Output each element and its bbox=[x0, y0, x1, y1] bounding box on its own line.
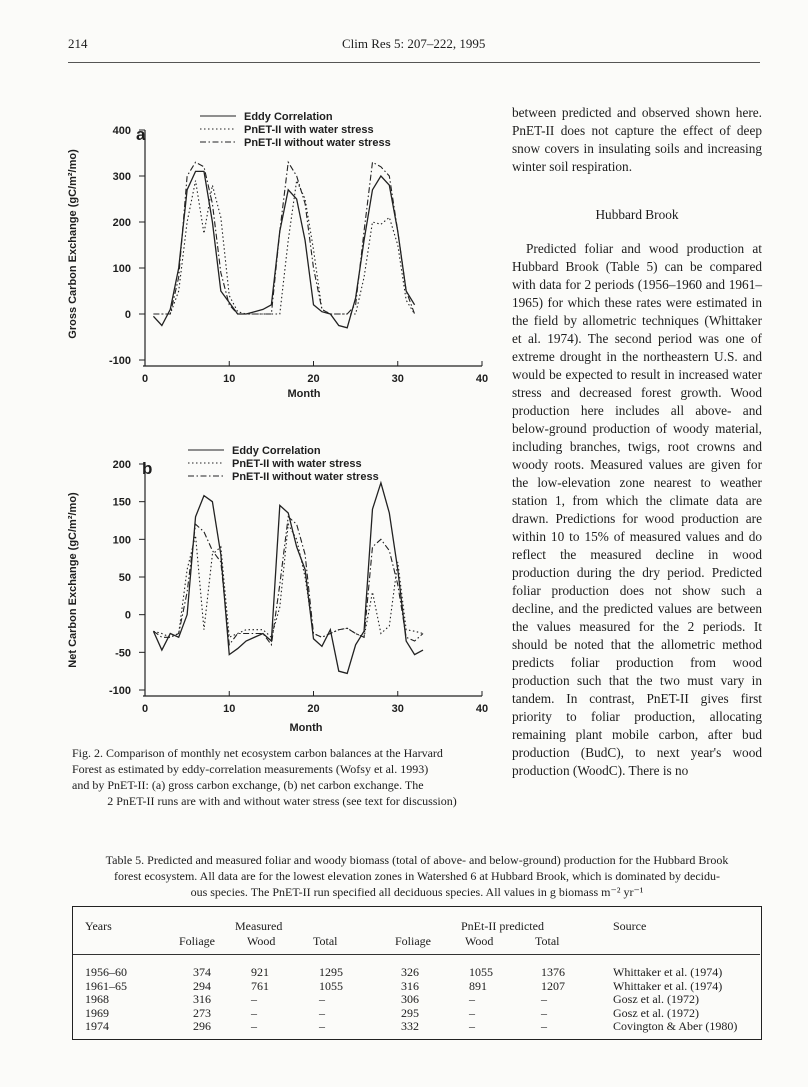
section-heading: Hubbard Brook bbox=[595, 207, 679, 222]
legend-label: PnET-II with water stress bbox=[244, 124, 374, 136]
table-cell-value: 1295 bbox=[319, 965, 343, 979]
header-source: Source bbox=[613, 919, 647, 933]
header-rule bbox=[68, 62, 760, 63]
x-tick-label: 30 bbox=[391, 703, 404, 715]
header-predicted: PnEt-II predicted bbox=[461, 919, 544, 933]
x-tick-label: 20 bbox=[307, 373, 320, 385]
y-tick-label: 400 bbox=[112, 125, 131, 137]
table-cell-value: 316 bbox=[193, 992, 211, 1006]
chart-a-legend bbox=[200, 111, 391, 149]
table-cell-value: 1376 bbox=[541, 965, 565, 979]
x-tick-label: 20 bbox=[307, 703, 320, 715]
y-tick-label: -100 bbox=[108, 355, 131, 367]
chart-net-carbon bbox=[60, 440, 500, 740]
y-tick-label: -50 bbox=[115, 647, 131, 660]
table-caption-line: Table 5. Predicted and measured foliar and woody biomass (total of above- and below-ground) production for the Hubbard Brook bbox=[105, 853, 729, 867]
table-cell-value: 761 bbox=[251, 978, 269, 993]
y-tick-label: 200 bbox=[112, 459, 131, 471]
table-rows bbox=[73, 957, 760, 1037]
series-line-solid bbox=[153, 483, 423, 674]
figure-caption-line: Fig. 2. Comparison of monthly net ecosystem carbon balances at the Harvard bbox=[72, 746, 443, 760]
x-tick-label: 0 bbox=[141, 373, 149, 385]
x-tick-label: 40 bbox=[475, 703, 489, 715]
table-cell-value: 295 bbox=[401, 1005, 419, 1020]
chart-a-axes bbox=[109, 125, 488, 385]
table-cell-value: – bbox=[251, 992, 257, 1006]
table-cell-value: – bbox=[469, 992, 475, 1006]
y-tick-label: 0 bbox=[124, 609, 131, 622]
table-cell-value: 1055 bbox=[469, 965, 493, 979]
subheader-measured-foliage: Foliage bbox=[179, 934, 215, 948]
x-tick-label: 40 bbox=[475, 373, 489, 385]
subheader-measured-total: Total bbox=[313, 934, 338, 948]
table-header-rule bbox=[73, 954, 760, 955]
table-cell-value: – bbox=[469, 1019, 475, 1033]
figure-caption-line: 2 PnET-II runs are with and without water stress (see text for discussion) bbox=[107, 794, 457, 808]
table-cell-year: 1961–65 bbox=[85, 978, 127, 993]
table-cell-value: 921 bbox=[251, 965, 269, 979]
y-tick-label: 300 bbox=[112, 171, 131, 183]
table-caption bbox=[72, 852, 762, 900]
x-tick-label: 30 bbox=[391, 373, 404, 385]
chart-b-ylabel: Net Carbon Exchange (gC/m²/mo) bbox=[67, 492, 79, 668]
header-measured: Measured bbox=[235, 919, 283, 933]
table-cell-source: Gosz et al. (1972) bbox=[613, 992, 699, 1006]
table-cell-value: – bbox=[541, 1019, 547, 1033]
table-caption-line: ous species. The PnET-II run specified all deciduous species. All values in g biomass m⁻² yr⁻¹ bbox=[190, 885, 644, 899]
figure-caption-line: Forest as estimated by eddy-correlation measurements (Wofsy et al. 1993) bbox=[72, 762, 429, 776]
y-tick-label: 100 bbox=[112, 263, 131, 275]
chart-a-series bbox=[153, 162, 414, 328]
table-cell-value: 1207 bbox=[541, 978, 565, 993]
subheader-predicted-total: Total bbox=[535, 934, 560, 948]
x-tick-label: 0 bbox=[141, 703, 149, 715]
intro-paragraph: between predicted and observed shown here. PnET-II does not capture the effect of deep snow covers in insulating soils and increasing winter soil respiration. bbox=[512, 105, 762, 174]
table-cell-value: – bbox=[541, 1005, 547, 1020]
table-cell-value: – bbox=[251, 1005, 257, 1020]
table-cell-value: 273 bbox=[193, 1005, 211, 1020]
chart-b-axes bbox=[109, 459, 488, 715]
chart-b-series bbox=[153, 483, 423, 674]
table-cell-source: Whittaker et al. (1974) bbox=[613, 965, 723, 979]
series-line-dashdot bbox=[153, 517, 423, 645]
series-line-dotted bbox=[153, 181, 414, 314]
table-cell-year: 1968 bbox=[85, 992, 109, 1006]
table-cell-value: – bbox=[541, 992, 547, 1006]
page-number: 214 bbox=[68, 36, 88, 51]
subheader-measured-wood: Wood bbox=[247, 934, 276, 948]
y-tick-label: -100 bbox=[108, 685, 131, 697]
y-tick-label: 50 bbox=[118, 572, 131, 584]
right-column-intro bbox=[512, 104, 762, 176]
table-cell-value: 306 bbox=[401, 992, 419, 1006]
table-cell-value: 326 bbox=[401, 965, 419, 979]
table-caption-line: forest ecosystem. All data are for the lowest elevation zones in Watershed 6 at Hubbard Brook, which is dominated by decidu- bbox=[114, 869, 720, 883]
chart-a-xlabel: Month bbox=[287, 388, 321, 400]
table-cell-source: Covington & Aber (1980) bbox=[613, 1019, 738, 1033]
y-tick-label: 100 bbox=[112, 534, 131, 547]
table-cell-source: Gosz et al. (1972) bbox=[613, 1005, 699, 1020]
table-cell-value: – bbox=[319, 992, 325, 1006]
journal-citation: Clim Res 5: 207–222, 1995 bbox=[342, 36, 486, 51]
legend-label: Eddy Correlation bbox=[244, 111, 333, 123]
legend-label: PnET-II without water stress bbox=[232, 471, 379, 483]
chart-gross-carbon bbox=[60, 100, 500, 410]
header-years: Years bbox=[85, 919, 112, 933]
legend-label: PnET-II with water stress bbox=[232, 458, 362, 470]
legend-label: PnET-II without water stress bbox=[244, 137, 391, 149]
table-cell-source: Whittaker et al. (1974) bbox=[613, 978, 723, 993]
figure-caption-line: and by PnET-II: (a) gross carbon exchange, (b) net carbon exchange. The bbox=[72, 778, 424, 792]
table-cell-value: 374 bbox=[193, 965, 211, 979]
table-cell-year: 1974 bbox=[85, 1019, 109, 1033]
chart-b-xlabel: Month bbox=[289, 722, 323, 734]
y-tick-label: 150 bbox=[112, 496, 131, 509]
table-cell-year: 1969 bbox=[85, 1005, 109, 1020]
chart-b-legend bbox=[188, 445, 379, 483]
table-cell-value: 891 bbox=[469, 978, 487, 993]
subheader-predicted-foliage: Foliage bbox=[395, 934, 431, 948]
table-cell-value: 296 bbox=[193, 1019, 211, 1033]
body-paragraph: Predicted foliar and wood production at Hubbard Brook (Table 5) can be compared with data for 2 periods (1956–1960 and 1961–1965) for which these rates were estimated in the field by allometric techniques (Whittaker et al. 1974). The second period was one of extreme drought in the northeastern U.S. and would be expected to result in increased water stress and decreased forest growth. Wood production here includes all above- and below-ground production of woody material, including branches, twigs, root crowns and woody roots. Measured values are given for the low-elevation zone nearest to weather station 1, from which the climate data are drawn. Predictions for wood production are within 10 to 15% of measured values and do reflect the measured decline in wood production during the dry period. Predicted foliar production does not show such a decline, and the predicted values are between the values measured for the 2 periods. It should be noted that the allometric method predicts foliar production from wood production such that the two must vary in tandem. In contrast, PnET-II gives first priority to foliar production, allocating remaining plant mobile carbon, after bud production (BudC), to next year's wood production (WoodC). There is no bbox=[512, 241, 762, 778]
table-cell-value: 1055 bbox=[319, 978, 343, 993]
x-tick-label: 10 bbox=[223, 373, 236, 385]
table-cell-value: – bbox=[319, 1005, 325, 1020]
subheader-predicted-wood: Wood bbox=[465, 934, 494, 948]
table-cell-year: 1956–60 bbox=[85, 965, 127, 979]
figure-caption bbox=[72, 745, 492, 809]
table-cell-value: 332 bbox=[401, 1019, 419, 1033]
table-cell-value: – bbox=[319, 1019, 325, 1033]
data-table bbox=[72, 906, 762, 1040]
table-cell-value: 294 bbox=[193, 978, 211, 993]
y-tick-label: 0 bbox=[124, 309, 131, 321]
table-cell-value: 316 bbox=[401, 978, 419, 993]
chart-a-ylabel: Gross Carbon Exchange (gC/m²/mo) bbox=[67, 149, 79, 339]
chart-a-panel-label: a bbox=[136, 125, 146, 144]
chart-b-panel-label: b bbox=[142, 459, 153, 478]
table-cell-value: – bbox=[251, 1019, 257, 1033]
y-tick-label: 200 bbox=[112, 217, 131, 229]
right-column-body bbox=[512, 240, 762, 780]
legend-label: Eddy Correlation bbox=[232, 445, 321, 457]
x-tick-label: 10 bbox=[223, 703, 236, 715]
table-cell-value: – bbox=[469, 1005, 475, 1020]
